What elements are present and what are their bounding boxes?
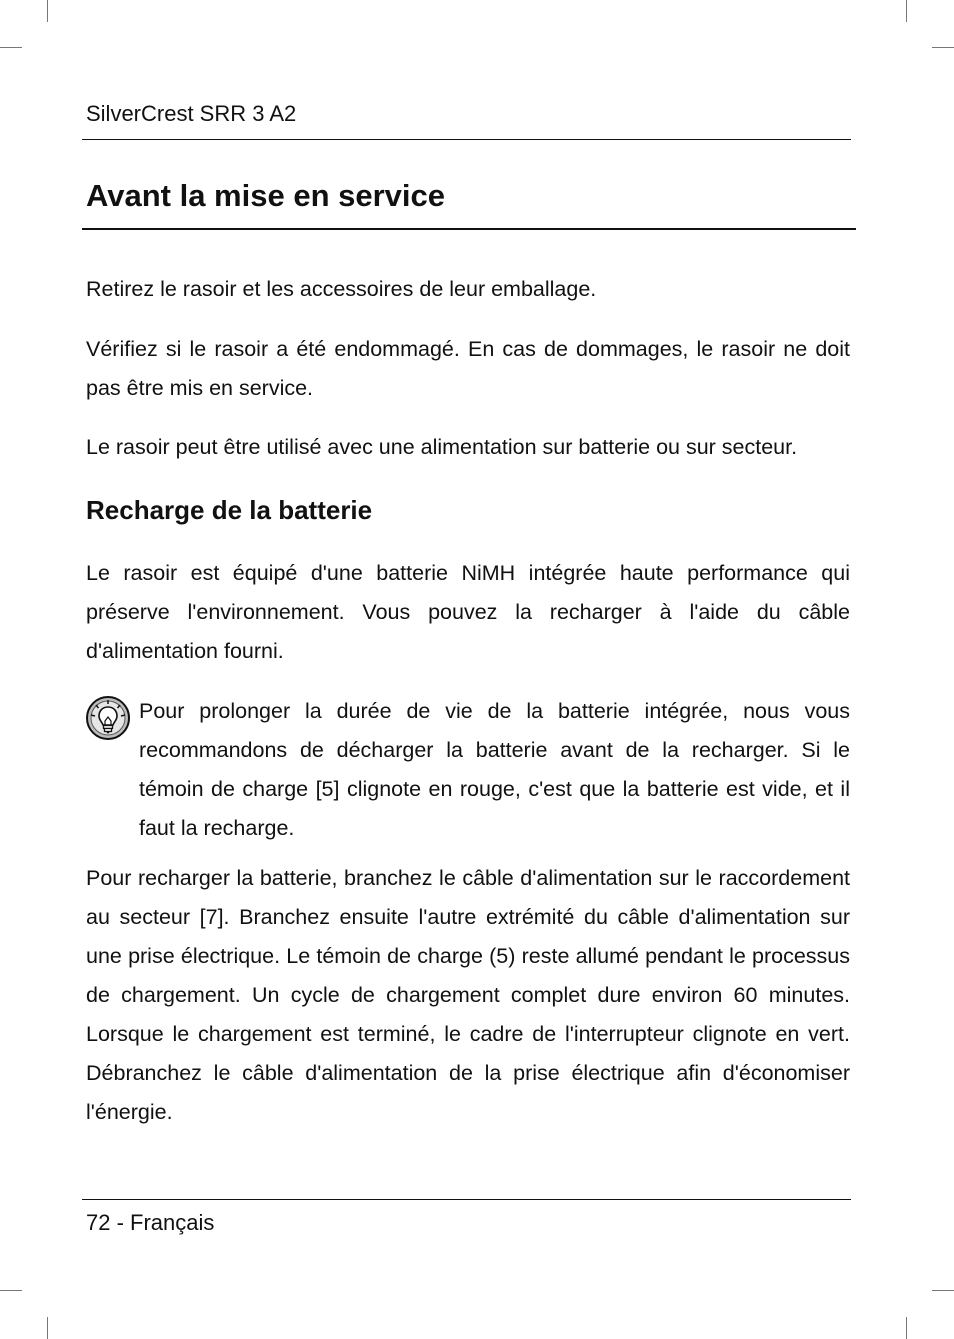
crop-mark [906, 0, 907, 22]
crop-mark [0, 1290, 22, 1291]
paragraph-battery-intro: Le rasoir est équipé d'une batterie NiMH intégrée haute performance qui préserve l'environnement. Vous pouvez la recharger à l'aide du câble d'alimentation fourni. [86, 561, 850, 663]
crop-mark [932, 47, 954, 48]
footer-divider [82, 1199, 851, 1200]
section-title: Avant la mise en service [86, 178, 445, 213]
tip-note: Pour prolonger la durée de vie de la batterie intégrée, nous vous recommandons de décharger la batterie avant de la recharger. Si le témoin de charge [5] clignote en rouge, c'est que la batterie est vide, et il faut la recharge. [139, 699, 850, 840]
header-divider [82, 139, 851, 140]
running-header: SilverCrest SRR 3 A2 [86, 101, 297, 126]
paragraph-check-damage: Vérifiez si le rasoir a été endommagé. En cas de dommages, le rasoir ne doit pas être mis en service. [86, 337, 850, 400]
footer-language: - Français [110, 1210, 215, 1235]
page-number: 72 [86, 1210, 111, 1235]
crop-mark [47, 1317, 48, 1339]
crop-mark [932, 1290, 954, 1291]
lightbulb-icon [85, 695, 131, 741]
paragraph-unpack: Retirez le rasoir et les accessoires de leur emballage. [86, 277, 597, 301]
section-divider [82, 228, 856, 230]
page-footer [86, 1208, 214, 1238]
paragraph-charging-procedure: Pour recharger la batterie, branchez le câble d'alimentation sur le raccordement au secteur [7]. Branchez ensuite l'autre extrémité du câble d'alimentation sur une prise électrique. Le témoin de charge (5) reste allumé pendant le processus de chargement. Un cycle de chargement complet dure environ 60 minutes. Lorsque le chargement est terminé, le cadre de l'interrupteur clignote en vert. Débranchez le câble d'alimentation de la prise électrique afin d'économiser l'énergie. [86, 866, 850, 1124]
crop-mark [906, 1317, 907, 1339]
crop-mark [0, 47, 22, 48]
subsection-title: Recharge de la batterie [86, 495, 373, 525]
paragraph-power-options: Le rasoir peut être utilisé avec une alimentation sur batterie ou sur secteur. [86, 435, 798, 459]
crop-mark [47, 0, 48, 22]
